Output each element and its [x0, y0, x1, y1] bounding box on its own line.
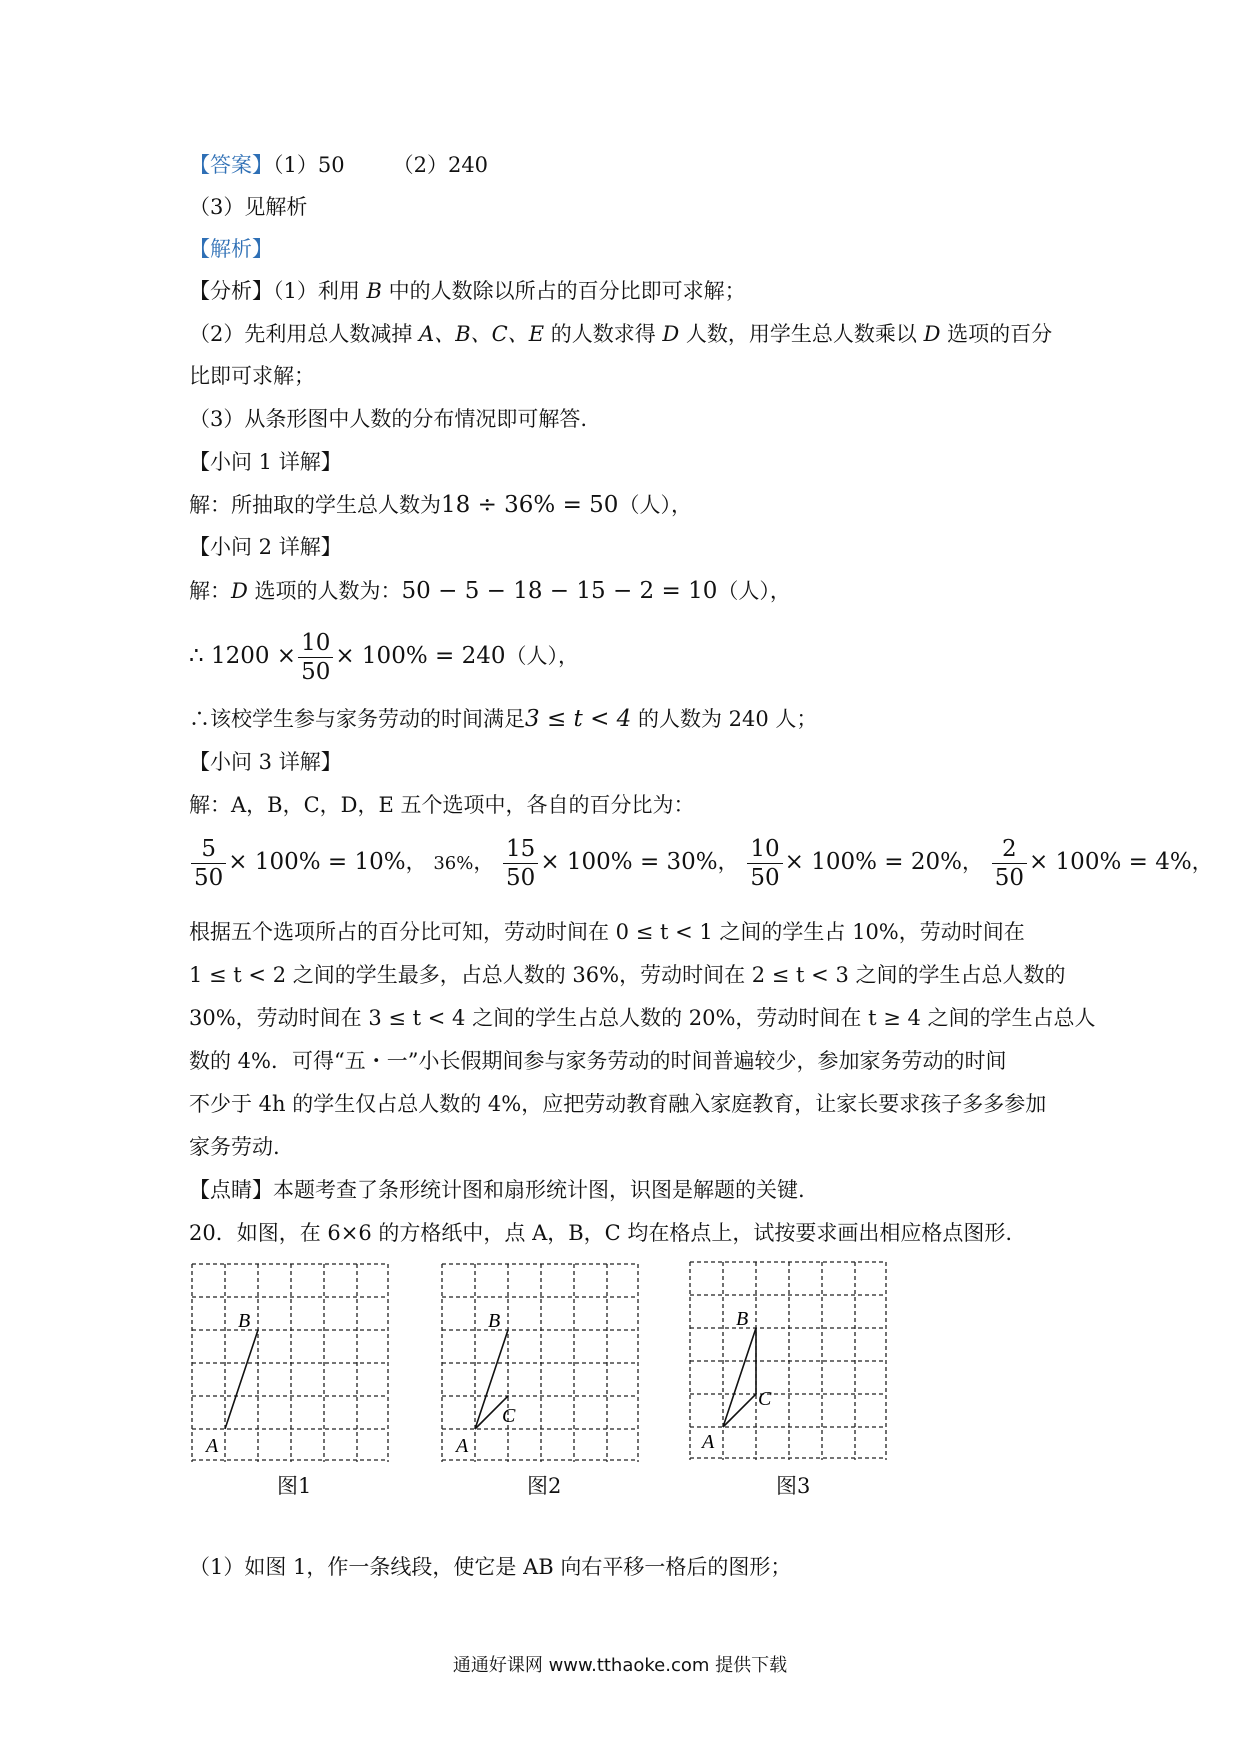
- q3-para-1: 根据五个选项所占的百分比可知，劳动时间在 0 ≤ t < 1 之间的学生占 10%，劳动时间在: [189, 920, 1025, 944]
- var-abce: A、B、C、E: [419, 322, 545, 346]
- fenxi-line-3: 比即可求解；: [189, 364, 315, 388]
- fenxi-text: 人数，用学生总人数乘以: [679, 322, 924, 346]
- grid-figure-1: [190, 1262, 390, 1462]
- analysis-tag: 【解析】: [189, 237, 273, 261]
- q3-para-5: 不少于 4h 的学生仅占总人数的 4%，应把劳动教育融入家庭教育，让家长要求孩子多多参加: [189, 1092, 1047, 1116]
- label-a: A: [702, 1431, 715, 1453]
- label-c: C: [758, 1388, 772, 1410]
- fenxi-text: 选项的百分: [940, 322, 1053, 346]
- percent-value: 36%: [433, 853, 474, 874]
- fenxi-text: （2）先利用总人数减掉: [189, 322, 420, 346]
- grid-figure-3: [688, 1260, 888, 1460]
- denominator: 50: [506, 865, 536, 891]
- label-b: B: [238, 1310, 251, 1332]
- caption-fig1: 图1: [277, 1474, 312, 1498]
- q1-head: 【小问 1 详解】: [189, 450, 342, 474]
- denominator: 50: [994, 865, 1024, 891]
- answer-part1: （1）50: [273, 153, 345, 177]
- q3-head: 【小问 3 详解】: [189, 750, 342, 774]
- fraction: [298, 631, 333, 684]
- q2-text: （人），: [717, 579, 791, 603]
- q2-text: ∴该校学生参与家务劳动的时间满足: [189, 707, 525, 731]
- numerator: 5: [191, 837, 226, 864]
- label-a: A: [206, 1435, 219, 1457]
- q2-head: 【小问 2 详解】: [189, 535, 342, 559]
- label-b: B: [736, 1308, 749, 1330]
- separator: ，: [962, 850, 983, 874]
- q2-text: 的人数为 240 人；: [631, 707, 818, 731]
- fenxi-line-1: [189, 276, 746, 306]
- q2-inequality: 3 ≤ t < 4: [525, 706, 632, 732]
- q2-step1: [189, 576, 791, 606]
- label-c: C: [502, 1405, 516, 1427]
- fraction: [191, 837, 226, 890]
- fenxi-text: 的人数求得: [544, 322, 663, 346]
- numerator: 10: [298, 631, 333, 658]
- q2-expr: ∴ 1200 ×: [189, 643, 297, 669]
- q1-equation: 18 ÷ 36% = 50: [441, 492, 619, 518]
- q3-para-3: 30%，劳动时间在 3 ≤ t < 4 之间的学生占总人数的 20%，劳动时间在 t ≥ 4 之间的学生占总人: [189, 1006, 1096, 1030]
- q3-para-2: 1 ≤ t < 2 之间的学生最多，占总人数的 36%，劳动时间在 2 ≤ t < 3 之间的学生占总人数的: [189, 963, 1066, 987]
- caption-fig3: 图3: [776, 1474, 811, 1498]
- var-d: D: [662, 322, 680, 346]
- q2-step3: [189, 704, 817, 734]
- label-a: A: [456, 1435, 469, 1457]
- var-d: D: [923, 322, 941, 346]
- q2-text: 解：: [189, 579, 231, 603]
- answer-part3: （3）见解析: [189, 195, 308, 219]
- page-footer: 通通好课网 www.tthaoke.com 提供下载: [452, 1655, 788, 1676]
- fraction: [992, 837, 1027, 890]
- q2-step2: [189, 626, 579, 686]
- denominator: 50: [301, 659, 331, 685]
- answer-part2: （2）240: [392, 153, 489, 177]
- q3-para-6: 家务劳动.: [189, 1135, 280, 1159]
- q2-text: 选项的人数为：: [247, 579, 402, 603]
- numerator: 15: [503, 837, 538, 864]
- separator: ，: [473, 850, 495, 874]
- fraction: [503, 837, 538, 890]
- caption-fig2: 图2: [527, 1474, 562, 1498]
- q1-text: 解：所抽取的学生总人数为: [189, 493, 441, 517]
- grid-figure-2: [440, 1262, 640, 1462]
- fenxi-line-2: [189, 319, 1052, 349]
- dianjing: 【点睛】本题考查了条形统计图和扇形统计图，识图是解题的关键.: [189, 1178, 805, 1202]
- var-d: D: [231, 579, 248, 603]
- separator: ，: [717, 850, 739, 874]
- percent-result: × 100% = 10%: [228, 849, 406, 875]
- fenxi-text: 中的人数除以所占的百分比即可求解；: [381, 279, 746, 303]
- segment-ab: [723, 1328, 756, 1427]
- q3-step1: 解：A，B，C，D，E 五个选项中，各自的百分比为：: [189, 793, 695, 817]
- percent-result: × 100% = 20%: [784, 849, 962, 875]
- numerator: 2: [992, 837, 1027, 864]
- fenxi-line-4: （3）从条形图中人数的分布情况即可解答.: [189, 407, 588, 431]
- q1-solution: [189, 490, 692, 520]
- separator: ，: [405, 850, 427, 874]
- q2-text: （人），: [505, 644, 579, 668]
- answer-tag: 【答案】: [189, 153, 273, 177]
- fraction: [747, 837, 782, 890]
- q2-expr: × 100% = 240: [335, 643, 506, 669]
- label-b: B: [488, 1310, 501, 1332]
- q1-text: （人），: [618, 493, 692, 517]
- q2-equation: 50 − 5 − 18 − 15 − 2 = 10: [401, 578, 718, 604]
- percent-result: × 100% = 30%: [540, 849, 718, 875]
- answer-line: [189, 150, 488, 180]
- denominator: 50: [194, 865, 224, 891]
- denominator: 50: [750, 865, 780, 891]
- percent-result: × 100% = 4%: [1028, 849, 1192, 875]
- var-b: B: [366, 279, 382, 303]
- q3-fractions: [189, 830, 1213, 896]
- question-20-part1: （1）如图 1，作一条线段，使它是 AB 向右平移一格后的图形；: [189, 1555, 792, 1579]
- fenxi-text: 【分析】（1）利用: [189, 279, 367, 303]
- question-20: 20．如图，在 6×6 的方格纸中，点 A，B，C 均在格点上，试按要求画出相应格点图形.: [189, 1221, 1013, 1245]
- q3-para-4: 数的 4%．可得“五・一”小长假期间参与家务劳动的时间普遍较少，参加家务劳动的时间: [189, 1049, 1007, 1073]
- segment-ab: [225, 1330, 258, 1429]
- numerator: 10: [747, 837, 782, 864]
- separator: ，: [1191, 850, 1213, 874]
